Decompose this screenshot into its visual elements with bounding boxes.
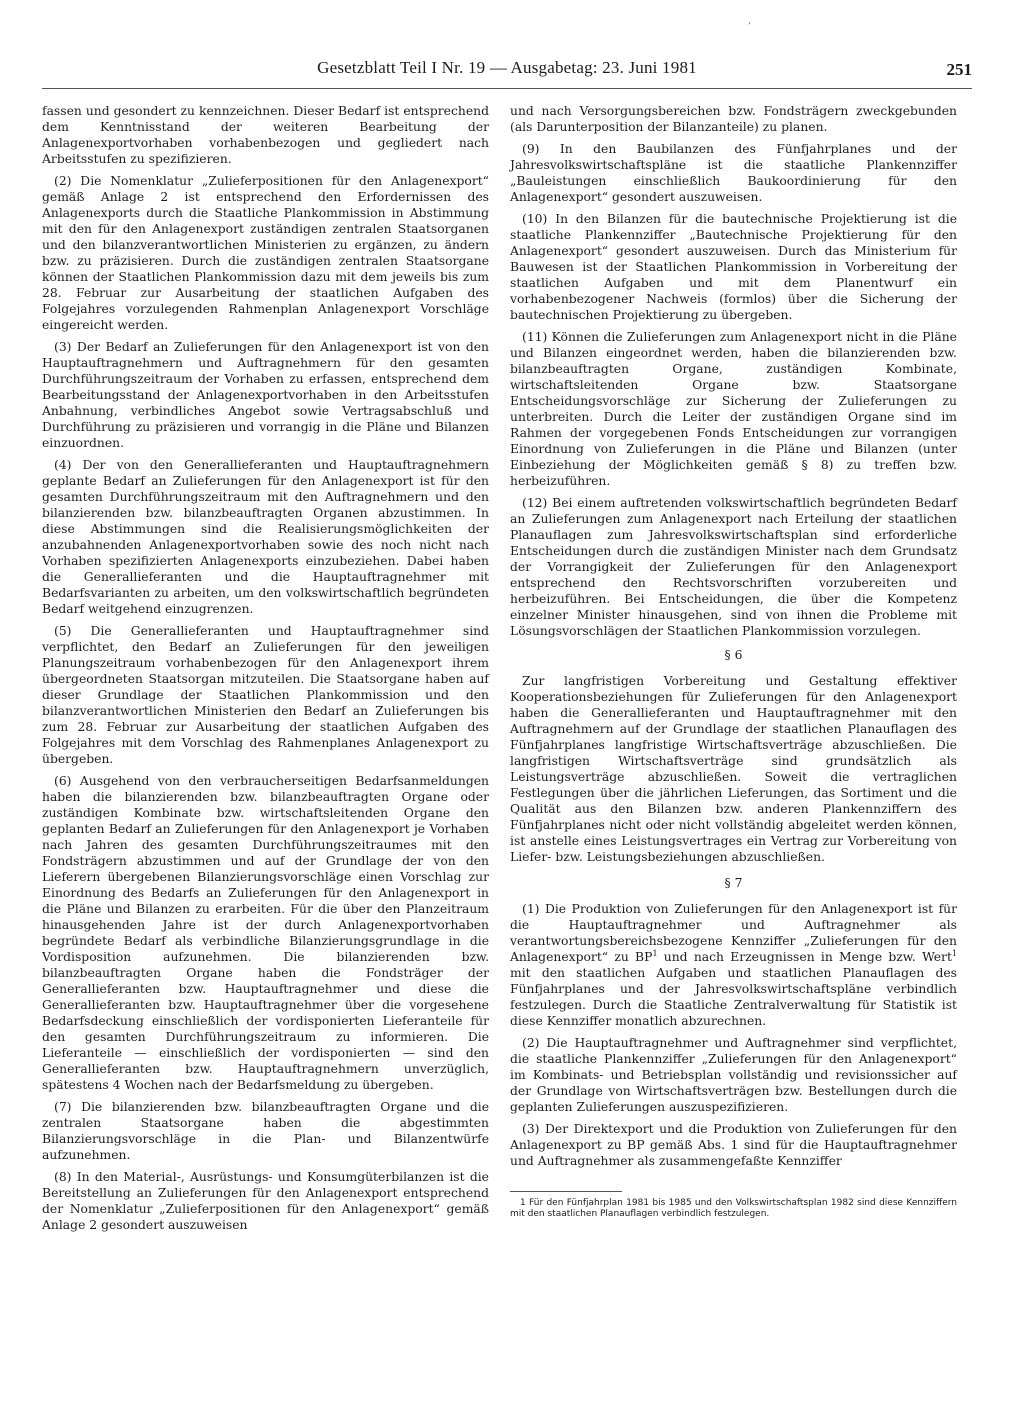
footnote-ref: 1 (951, 948, 958, 958)
paragraph-12: (12) Bei einem auftretenden volkswirtschaftlich begründeten Bedarf an Zulieferungen zum Anlagenexport nach Erteilung der staatlichen Planauflagen zum Jahresvolkswirtschaftsplan sind erforderliche Entscheidungen durch die zuständigen Minister nach dem Grundsatz der Vorrangigkeit der Zulieferungen für den Anlagenexport entsprechend den Rechtsvorschriften vorzubereiten und herbeizuführen. Bei Entscheidungen, die über die Kompetenz einzelner Minister hinausgehen, sind von ihnen die Probleme mit Lösungsvorschlägen der Staatlichen Plankommission vorzulegen. (510, 496, 957, 638)
footnote-rule (510, 1191, 622, 1192)
section-7-p1-text: (1) Die Produktion von Zulieferungen für den Anlagenexport ist für die Hauptauftragnehmer und Auftragnehmer als verantwortungsbereichsbezogene Kennziffer „Zulieferungen für den Anlagenexport“ zu BP (510, 902, 957, 964)
paragraph-8: (8) In den Material-, Ausrüstungs- und Konsumgüterbilanzen ist die Bereitstellung an Zulieferungen für den Anlagenexport entsprechend der Nomenklatur „Zulieferpositionen für den Anlagenexport“ gemäß Anlage 2 gesondert auszuweisen (42, 1170, 489, 1232)
paragraph-5: (5) Die Generallieferanten und Hauptauftragnehmer sind verpflichtet, den Bedarf an Zulieferungen für den jeweiligen Planungszeitraum vorhabenbezogen für den Anlagenexport ihrem übergeordneten Staatsorgan mitzuteilen. Die Staatsorgane haben auf dieser Grundlage der Staatlichen Plankommission und den bilanzverantwortlichen Ministerien den Bedarf an Zulieferungen bis zum 28. Februar zur Ausarbeitung der staatlichen Aufgaben des Folgejahres mit dem Vorschlag des Rahmenplanes Anlagenexport zu übergeben. (42, 624, 489, 766)
section-7-paragraph-2: (2) Die Hauptauftragnehmer und Auftragnehmer sind verpflichtet, die staatliche Plankennziffer „Zulieferungen für den Anlagenexport“ im Kombinats- und Betriebsplan vollständig und revisionssicher auf der Grundlage von Wirtschaftsverträgen bzw. Bestellungen durch die geplanten Zulieferungen auszuspezifizieren. (510, 1036, 957, 1114)
right-column (510, 103, 957, 1220)
stray-mark: ‚ (748, 15, 752, 26)
paragraph-10: (10) In den Bilanzen für die bautechnische Projektierung ist die staatliche Plankennziffer „Bautechnische Projektierung für den Anlagenexport“ gesondert auszuweisen. Durch das Ministerium für Bauwesen ist der Staatlichen Plankommission in Vorbereitung der staatlichen Aufgaben und mit dem Planentwurf ein vorhabenbezogener Nachweis (formlos) über die Sicherung der bautechnischen Projektierung zu übergeben. (510, 212, 957, 322)
footnote: 1 Für den Fünfjahrplan 1981 bis 1985 und den Volkswirtschaftsplan 1982 sind diese Kennziffern mit den staatlichen Planauflagen verbindlich festzulegen. (510, 1198, 957, 1219)
gazette-title: Gesetzblatt Teil I Nr. 19 — Ausgabetag: 23. Juni 1981 (317, 58, 697, 77)
paragraph-6: (6) Ausgehend von den verbraucherseitigen Bedarfsanmeldungen haben die bilanzierenden bzw. bilanzbeauftragten Organe oder zuständigen Kombinate bzw. wirtschaftsleitenden Organe den geplanten Bedarf an Zulieferungen für den Anlagenexport je Vorhaben nach Jahren des gesamten Durchführungszeitraumes mit den Fondsträgern abzustimmen und auf der Grundlage der von den Lieferern übergebenen Bilanzierungsvorschläge einen Vorschlag zur Einordnung des Bedarfs an Zulieferungen für den Anlagenexport in die Pläne und Bilanzen zu erarbeiten. Für die über den Planzeitraum hinausgehenden Jahre ist der durch Anlagenexportvorhaben begründete Bedarf als verbindliche Bilanzierungsgrundlage in die Vordisposition aufzunehmen. Die bilanzierenden bzw. bilanzbeauftragten Organe haben die Fondsträger der Generallieferanten bzw. Hauptauftragnehmer und diese die Generallieferanten bzw. Hauptauftragnehmer über die vorgesehene Bedarfsdeckung einschließlich der vordisponierten Lieferanteile für den gesamten Durchführungszeitraum zu informieren. Die Lieferanteile — einschließlich der vordisponierten — sind den Generallieferanten bzw. Hauptauftragnehmern unverzüglich, spätestens 4 Wochen nach der Bedarfsmeldung zu übergeben. (42, 774, 489, 1092)
paragraph-continuation: und nach Versorgungsbereichen bzw. Fondsträgern zweckgebunden (als Darunterposition der Bilanzanteile) zu planen. (510, 104, 957, 134)
paragraph-4: (4) Der von den Generallieferanten und Hauptauftragnehmern geplante Bedarf an Zulieferungen für den Anlagenexport ist für den gesamten Durchführungszeitraum mit den Auftragnehmern und den bilanzierenden bzw. bilanzbeauftragten Organen abzustimmen. In diese Abstimmungen sind die Realisierungsmöglichkeiten der anzubahnenden Anlagenexportvorhaben sowie des noch nicht nach Vorhaben spezifizierten Anlagenexports einzubeziehen. Dabei haben die Generallieferanten und die Hauptauftragnehmer mit Bedarfsvarianten zu arbeiten, um den volkswirtschaftlich begründeten Bedarf weitgehend einzugrenzen. (42, 458, 489, 616)
section-7-paragraph-1 (510, 901, 957, 1029)
section-7-p1-text: mit den staatlichen Aufgaben und staatlichen Planauflagen des Fünfjahrplanes und der Jahresvolkswirtschaftspläne verbindlich festzulegen. Durch die Staatliche Zentralverwaltung für Statistik ist diese Kennziffer monatlich abzurechnen. (510, 966, 957, 1028)
section-6-heading: § 6 (724, 648, 743, 662)
page-number: 251 (946, 60, 972, 79)
footnote-ref: 1 (652, 948, 658, 958)
paragraph-7: (7) Die bilanzierenden bzw. bilanzbeauftragten Organe und die zentralen Staatsorgane haben die abgestimmten Bilanzierungsvorschläge in die Plan- und Bilanzentwürfe aufzunehmen. (42, 1100, 489, 1162)
paragraph-11: (11) Können die Zulieferungen zum Anlagenexport nicht in die Pläne und Bilanzen eingeordnet werden, haben die bilanzierenden bzw. bilanzbeauftragten Organe, zuständigen Kombinate, wirtschaftsleitenden Organe bzw. Staatsorgane Entscheidungsvorschläge zur Sicherung der Zulieferungen zu unterbreiten. Durch die Leiter der zuständigen Organe sind im Rahmen der vorgegebenen Fonds Entscheidungen zur vorrangigen Einordnung von Zulieferungen in die Pläne und Bilanzen (unter Einbeziehung der Möglichkeiten gemäß § 8) zu treffen bzw. herbeizuführen. (510, 330, 957, 488)
section-7-paragraph-3: (3) Der Direktexport und die Produktion von Zulieferungen für den Anlagenexport zu BP gemäß Abs. 1 sind für die Hauptauftragnehmer und Auftragnehmer als zusammengefaßte Kennziffer (510, 1122, 957, 1168)
paragraph-2: (2) Die Nomenklatur „Zulieferpositionen für den Anlagenexport“ gemäß Anlage 2 ist entsprechend den Erfordernissen des Anlagenexports durch die Staatliche Plankommission in Abstimmung mit den für den Anlagenexport zuständigen zentralen Staatsorganen und den bilanzverantwortlichen Ministerien zu ergänzen, zu ändern bzw. zu präzisieren. Durch die zuständigen zentralen Staatsorgane können der Staatlichen Plankommission dazu mit dem jeweils bis zum 28. Februar zur Ausarbeitung der staatlichen Aufgaben des Folgejahres vorzulegenden Rahmenplan Anlagenexport Vorschläge eingereicht werden. (42, 174, 489, 332)
header-rule (42, 88, 972, 89)
left-column (42, 103, 489, 1239)
page-header (42, 58, 972, 86)
section-6-text: Zur langfristigen Vorbereitung und Gestaltung effektiver Kooperationsbeziehungen für Zulieferungen für den Anlagenexport haben die Generallieferanten und Hauptauftragnehmer mit den Auftragnehmern auf der Grundlage der staatlichen Planauflagen des Fünfjahrplanes langfristige Wirtschaftsverträge abzuschließen. Die langfristigen Wirtschaftsverträge sind grundsätzlich als Leistungsverträge abzuschließen. Soweit die vertraglichen Festlegungen über die jährlichen Lieferungen, das Sortiment und die Qualität aus den Bilanzen bzw. anderen Plankennziffern des Fünfjahrplanes nicht oder nicht vollständig abgeleitet werden können, ist anstelle eines Leistungsvertrages ein Vertrag zur Vorbereitung von Liefer- bzw. Leistungsbeziehungen abzuschließen. (510, 674, 957, 864)
paragraph-3: (3) Der Bedarf an Zulieferungen für den Anlagenexport ist von den Hauptauftragnehmern und Auftragnehmern für den gesamten Durchführungszeitraum der Vorhaben zu erfassen, entsprechend dem Bearbeitungsstand der Anlagenexportvorhaben in den Arbeitsstufen Anbahnung, verbindliches Angebot sowie Vertragsabschluß und Durchführung zu präzisieren und vorrangig in die Pläne und Bilanzen einzuordnen. (42, 340, 489, 450)
section-7-p1-text: und nach Erzeugnissen in Menge bzw. Wert (657, 950, 952, 964)
paragraph-9: (9) In den Baubilanzen des Fünfjahrplanes und der Jahresvolkswirtschaftspläne ist die staatliche Plankennziffer „Bauleistungen einschließlich Baukoordinierung für den Anlagenexport“ gesondert auszuweisen. (510, 142, 957, 204)
section-7-heading: § 7 (724, 876, 743, 890)
paragraph-continuation: fassen und gesondert zu kennzeichnen. Dieser Bedarf ist entsprechend dem Kenntnisstand der weiteren Bearbeitung der Anlagenexportvorhaben vorhabenbezogen und gegliedert nach Arbeitsstufen zu spezifizieren. (42, 104, 489, 166)
